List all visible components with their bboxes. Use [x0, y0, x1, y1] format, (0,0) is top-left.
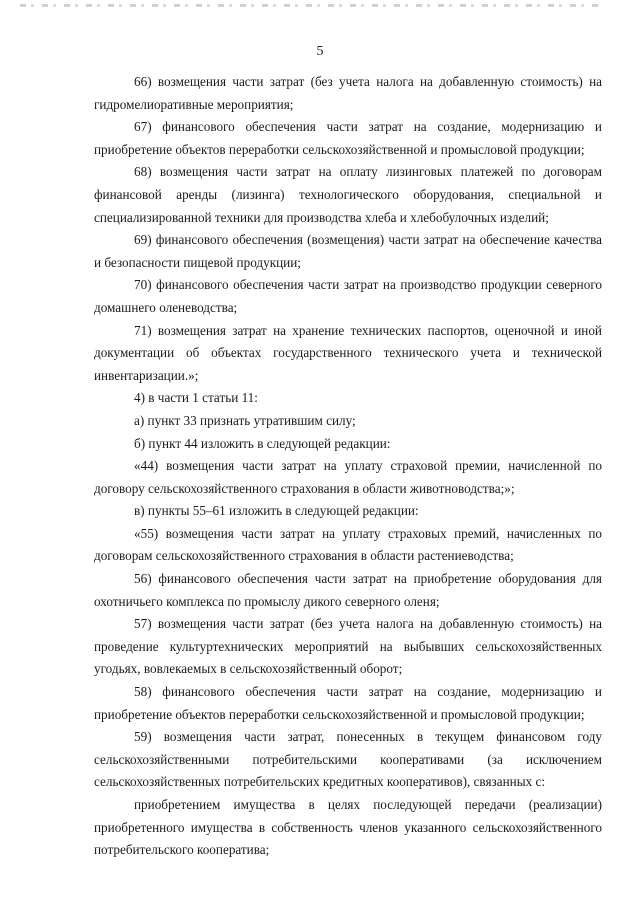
paragraph: 70) финансового обеспечения части затрат на производство продукции северного домашнего оленеводства; — [94, 277, 602, 315]
paragraph: 68) возмещения части затрат на оплату лизинговых платежей по договорам финансовой аренды (лизинга) технологического оборудования, специальной и специализированной техники для производства хлеба и хлебобулочных изделий; — [94, 164, 602, 225]
paragraph: приобретением имущества в целях последующей передачи (реализации) приобретенного имущества в собственность членов указанного сельскохозяйственного потребительского кооператива; — [94, 797, 602, 858]
page-number: 5 — [316, 44, 324, 59]
paragraph: «44) возмещения части затрат на уплату страховой премии, начисленной по договору сельскохозяйственного страхования в области животноводства;»; — [94, 458, 602, 496]
paragraph: 67) финансового обеспечения части затрат на создание, модернизацию и приобретение объектов переработки сельскохозяйственной и промысловой продукции; — [94, 119, 602, 157]
paragraph: 56) финансового обеспечения части затрат на приобретение оборудования для охотничьего комплекса по промыслу дикого северного оленя; — [94, 571, 602, 609]
paragraph: «55) возмещения части затрат на уплату страховых премий, начисленных по договорам сельскохозяйственного страхования в области растениеводства; — [94, 525, 602, 564]
paragraph: 69) финансового обеспечения (возмещения) части затрат на обеспечение качества и безопасности пищевой продукции; — [94, 232, 602, 270]
paragraph: 59) возмещения части затрат, понесенных в текущем финансовом году сельскохозяйственными потребительскими кооперативами (за исключением сельскохозяйственных потребительских кредитных кооперативов), связанных с: — [94, 729, 602, 790]
paragraph: в) пункты 55–61 изложить в следующей редакции: — [134, 503, 419, 519]
paragraph: б) пункт 44 изложить в следующей редакции: — [134, 435, 391, 451]
paragraph: 71) возмещения затрат на хранение технических паспортов, оценочной и иной документации об объектах государственного технического учета и технической инвентаризации.»; — [94, 322, 602, 383]
scan-artifact — [20, 4, 600, 7]
paragraph: 58) финансового обеспечения части затрат на создание, модернизацию и приобретение объектов переработки сельскохозяйственной и промысловой продукции; — [94, 684, 602, 722]
document-body — [94, 71, 602, 862]
paragraph: а) пункт 33 признать утратившим силу; — [134, 412, 356, 428]
paragraph: 57) возмещения части затрат (без учета налога на добавленную стоимость) на проведение культуртехнических мероприятий на выбывших сельскохозяйственных угодьях, вовлекаемых в сельскохозяйственный оборот; — [94, 616, 602, 677]
paragraph: 4) в части 1 статьи 11: — [134, 390, 258, 406]
paragraph: 66) возмещения части затрат (без учета налога на добавленную стоимость) на гидромелиоративные мероприятия; — [94, 74, 602, 112]
